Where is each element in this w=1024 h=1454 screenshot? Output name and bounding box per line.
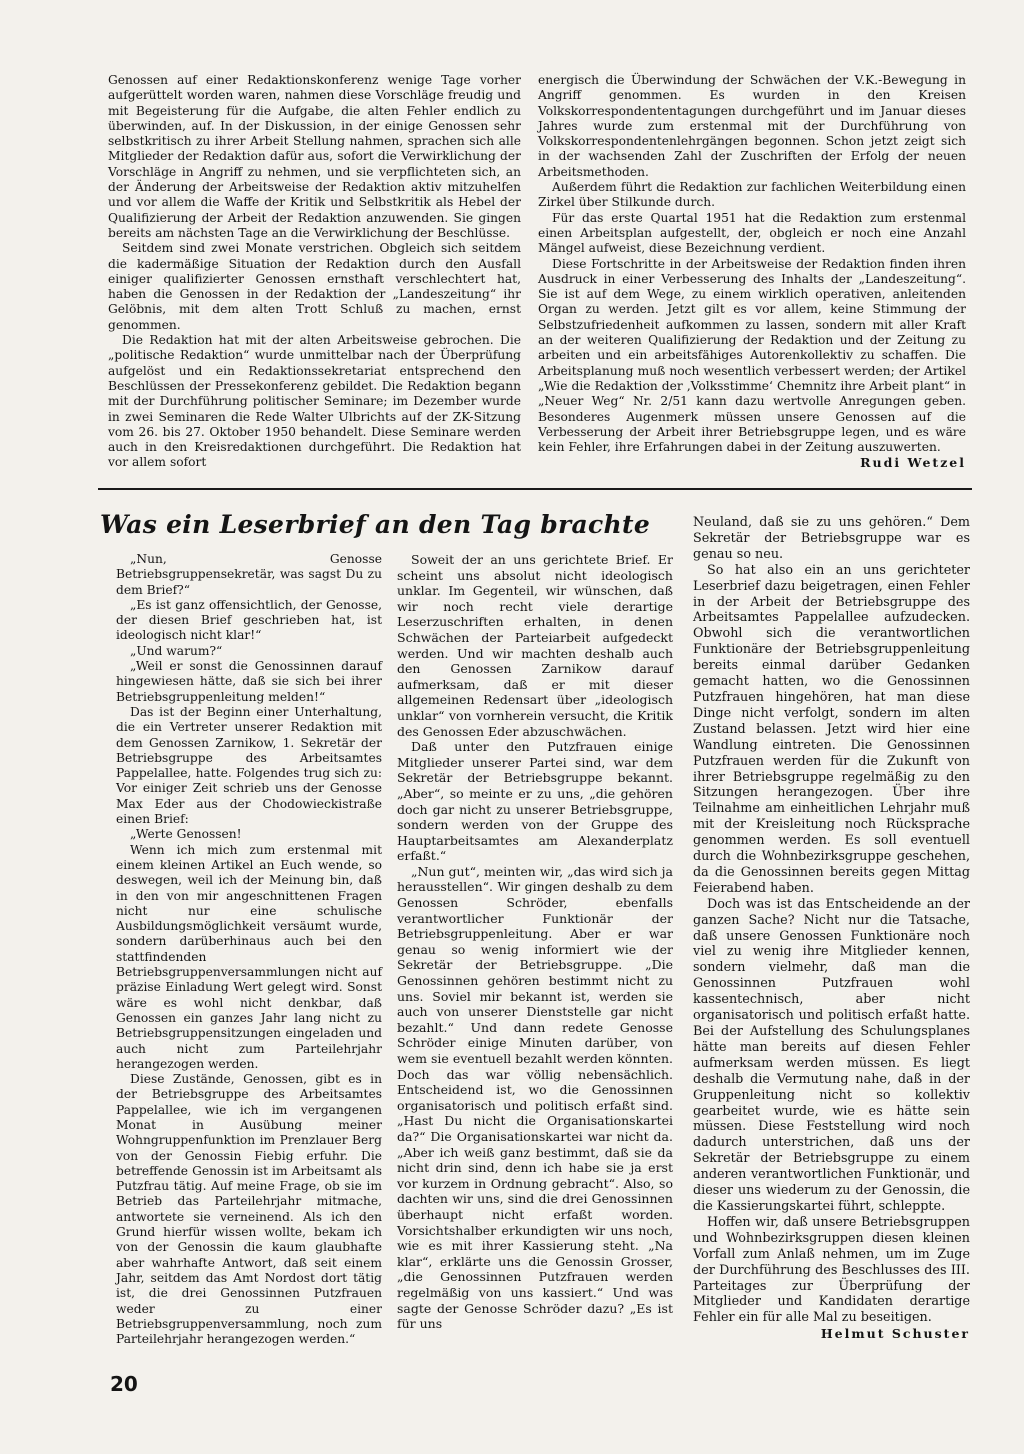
paragraph: „Weil er sonst die Genossinnen darauf hingewiesen hätte, daß sie sich bei ihrer Betriebsgruppenleitung melden!“ xyxy=(116,659,382,704)
paragraph: Hoffen wir, daß unsere Betriebsgruppen und Wohnbezirksgruppen diesen kleinen Vorfall zum Anlaß nehmen, um im Zuge der Durchführung des Beschlusses des III. Parteitages zur Überprüfung der Mitglieder und Kandidaten derartige Fehler ein für alle Mal zu beseitigen. xyxy=(693,1214,970,1326)
paragraph: Außerdem führt die Redaktion zur fachlichen Weiterbildung einen Zirkel über Stilkunde durch. xyxy=(538,180,966,210)
paragraph: Soweit der an uns gerichtete Brief. Er scheint uns absolut nicht ideologisch unklar. Im Gegenteil, wir wünschen, daß wir noch recht viele derartige Leserzuschriften erhalten, in denen Schwächen der Parteiarbeit aufgedeckt werden. Und wir machten deshalb auch den Genossen Zarnikow darauf aufmerksam, daß er mit dieser allgemeinen Redensart über „ideologisch unklar“ von vornherein versucht, die Kritik des Genossen Eder abzuschwächen. xyxy=(397,552,673,739)
section-divider xyxy=(98,488,972,490)
page-number: 20 xyxy=(110,1372,138,1396)
paragraph: „Es ist ganz offensichtlich, der Genosse, der diesen Brief geschrieben hat, ist ideologisch nicht klar!“ xyxy=(116,597,382,643)
paragraph: Doch was ist das Entscheidende an der ganzen Sache? Nicht nur die Tatsache, daß unsere Genossen Funktionäre noch viel zu wenig ihre Mitglieder kennen, sondern vielmehr, daß man die Genossinnen Putzfrauen wohl kassentechnisch, aber nicht organisatorisch und politisch erfaßt hatte. Bei der Aufstellung des Schulungsplanes hätte man bereits auf diesen Fehler aufmerksam werden müssen. Es liegt deshalb die Vermutung nahe, daß in der Gruppenleitung nicht so kollektiv gearbeitet wurde, wie es hätte sein müssen. Diese Feststellung wird noch dadurch unterstrichen, daß uns der Sekretär der Betriebsgruppe zu einem anderen verantwortlichen Funktionär, und dieser uns wiederum zu der Genossin, die die Kassierungskartei führt, schleppte. xyxy=(693,896,970,1214)
author-signature: Helmut Schuster xyxy=(820,1326,970,1342)
paragraph: „Nun, Genosse Betriebsgruppensekretär, was sagst Du zu dem Brief?“ xyxy=(116,552,382,597)
paragraph: Wenn ich mich zum erstenmal mit einem kleinen Artikel an Euch wende, so deswegen, weil ich der Meinung bin, daß in den von mir angeschnittenen Fragen nicht nur eine schulische Ausbildungsmöglichkeit versäumt wurde, sondern darüberhinaus auch bei den stattfindenden Betriebsgruppenversammlungen nicht auf präzise Einladung Wert gelegt wird. Sonst wäre es wohl nicht denkbar, daß Genossen ein ganzes Jahr lang nicht zu Betriebsgruppensitzungen eingeladen und auch nicht zum Parteilehrjahr herangezogen werden. xyxy=(116,842,382,1071)
paragraph: Diese Zustände, Genossen, gibt es in der Betriebsgruppe des Arbeitsamtes Pappelallee, wie ich im vergangenen Monat in Ausübung meiner Wohngruppenfunktion im Prenzlauer Berg von der Genossin Fiebig erfuhr. Die betreffende Genossin ist im Arbeitsamt als Putzfrau tätig. Auf meine Frage, ob sie im Betrieb das Parteilehrjahr mitmache, antwortete sie verneinend. Als ich den Grund hierfür wissen wollte, bekam ich von der Genossin die kaum glaubhafte aber wahrhafte Antwort, daß seit einem Jahr, seitdem das Amt Nordost dort tätig ist, die drei Genossinnen Putzfrauen weder zu einer Betriebsgruppenversammlung, noch zum Parteilehrjahr herangezogen werden.“ xyxy=(116,1072,382,1347)
paragraph: So hat also ein an uns gerichteter Leserbrief dazu beigetragen, einen Fehler in der Arbeit der Betriebsgruppe des Arbeitsamtes Pappelallee aufzudecken. Obwohl sich die verantwortlichen Funktionäre der Betriebsgruppenleitung bereits einmal darüber Gedanken gemacht hatten, wo die Genossinnen Putzfrauen hingehören, hat man diese Dinge nicht verfolgt, sondern im alten Zustand belassen. Jetzt wird hier eine Wandlung eintreten. Die Genossinnen Putzfrauen werden für die Zukunft von ihrer Betriebsgruppe regelmäßig zu den Sitzungen herangezogen. Über ihre Teilnahme am einheitlichen Lehrjahr muß mit der Kreisleitung noch Rücksprache genommen werden. Es soll eventuell durch die Wohnbezirksgruppe geschehen, da die Genossinnen bereits gegen Mittag Feierabend haben. xyxy=(693,562,970,896)
top-article-right-column xyxy=(538,73,966,471)
article-column-1 xyxy=(116,552,382,1347)
paragraph: Für das erste Quartal 1951 hat die Redaktion zum erstenmal einen Arbeitsplan aufgestellt, der, obgleich er noch eine Anzahl Mängel aufweist, diese Bezeichnung verdient. xyxy=(538,210,966,256)
paragraph: „Und warum?“ xyxy=(130,643,223,658)
paragraph: Genossen auf einer Redaktionskonferenz wenige Tage vorher aufgerüttelt worden waren, nahmen diese Vorschläge freudig und mit Begeisterung für die Aufgabe, die alten Fehler endlich zu überwinden, auf. In der Diskussion, in der einige Genossen sehr selbstkritisch zu ihrer Arbeit Stellung nahmen, sprachen sich alle Mitglieder der Redaktion dafür aus, sofort die Verwirklichung der Vorschläge in Angriff zu nehmen, und sie verpflichteten sich, an der Änderung der Arbeitsweise der Redaktion aktiv mitzuhelfen und vor allem die Waffe der Kritik und Selbstkritik als Hebel der Qualifizierung der Arbeit der Redaktion anzuwenden. Sie gingen bereits am nächsten Tage an die Verwirklichung der Beschlüsse. xyxy=(108,73,521,240)
author-signature: Rudi Wetzel xyxy=(860,455,966,471)
paragraph: energisch die Überwindung der Schwächen der V.K.-Bewegung in Angriff genommen. Es wurden in den Kreisen Volkskorrespondententagungen durchgeführt und im Januar dieses Jahres wurde zum erstenmal mit der Durchführung von Volkskorrespondentenlehrgängen begonnen. Schon jetzt zeigt sich in der wachsenden Zahl der Zuschriften der Erfolg der neuen Arbeitsmethoden. xyxy=(538,73,966,179)
paragraph: Die Redaktion hat mit der alten Arbeitsweise gebrochen. Die „politische Redaktion“ wurde unmittelbar nach der Überprüfung aufgelöst und ein Redaktionssekretariat entsprechend den Beschlüssen der Pressekonferenz gebildet. Die Redaktion begann mit der Durchführung politischer Seminare; im Dezember wurde in zwei Seminaren die Rede Walter Ulbrichts auf der ZK-Sitzung vom 26. bis 27. Oktober 1950 behandelt. Diese Seminare werden auch in den Kreisredaktionen durchgeführt. Die Redaktion hat vor allem sofort xyxy=(108,333,521,470)
paragraph: Daß unter den Putzfrauen einige Mitglieder unserer Partei sind, war dem Sekretär der Betriebsgruppe bekannt. „Aber“, so meinte er zu uns, „die gehören doch gar nicht zu unserer Betriebsgruppe, sondern werden von der Gruppe des Hauptarbeitsamtes am Alexanderplatz erfaßt.“ xyxy=(397,739,673,864)
article-headline: Was ein Leserbrief an den Tag brachte xyxy=(100,510,651,539)
article-column-3 xyxy=(693,515,970,1342)
paragraph: „Nun gut“, meinten wir, „das wird sich ja herausstellen“. Wir gingen deshalb zu dem Genossen Schröder, ebenfalls verantwortlicher Funktionär der Betriebsgruppenleitung. Aber er war genau so wenig informiert wie der Sekretär der Betriebsgruppe. „Die Genossinnen gehören bestimmt nicht zu uns. Soviel mir bekannt ist, werden sie auch von unserer Dienststelle gar nicht bezahlt.“ Und dann redete Genosse Schröder einige Minuten darüber, von wem sie eventuell bezahlt werden könnten. Doch das war völlig nebensächlich. Entscheidend ist, wo die Genossinnen organisatorisch und politisch erfaßt sind. „Hast Du nicht die Organisationskartei da?“ Die Organisationskartei war nicht da. „Aber ich weiß ganz bestimmt, daß sie da nicht drin sind, denn ich habe sie ja erst vor kurzem in Ordnung gebracht“. Also, so dachten wir uns, sind die drei Genossinnen überhaupt nicht erfaßt worden. Vorsichtshalber erkundigten wir uns noch, wie es mit ihrer Kassierung steht. „Na klar“, erklärte uns die Genossin Grosser, „die Genossinnen Putzfrauen werden regelmäßig von uns kassiert.“ Und was sagte der Genosse Schröder dazu? „Es ist für uns xyxy=(397,863,673,1332)
top-article-left-column xyxy=(108,73,521,471)
paragraph: Neuland, daß sie zu uns gehören.“ Dem Sekretär der Betriebsgruppe war es genau so neu. xyxy=(693,515,970,562)
paragraph: Seitdem sind zwei Monate verstrichen. Obgleich sich seitdem die kadermäßige Situation der Redaktion durch den Ausfall einiger qualifizierter Genossen ernsthaft verschlechtert hat, haben die Genossen in der Redaktion der „Landeszeitung“ ihr Gelöbnis, mit dem alten Trott Schluß zu machen, ernst genommen. xyxy=(108,241,521,332)
paragraph: Diese Fortschritte in der Arbeitsweise der Redaktion finden ihren Ausdruck in einer Verbesserung des Inhalts der „Landeszeitung“. Sie ist auf dem Wege, zu einem wirklich operativen, anleitenden Organ zu werden. Jetzt gilt es vor allem, keine Stimmung der Selbstzufriedenheit aufkommen zu lassen, sondern mit aller Kraft an der weiteren Qualifizierung der Redaktion und der Zeitung zu arbeiten und ein arbeitsfähiges Autorenkollektiv zu schaffen. Die Arbeitsplanung muß noch wesentlich verbessert werden; der Artikel „Wie die Redaktion der ‚Volksstimme‘ Chemnitz ihre Arbeit plant“ in „Neuer Weg“ Nr. 2/51 kann dazu wertvolle Anregungen geben. Besonderes Augenmerk müssen unsere Genossen auf die Verbesserung der Arbeit ihrer Betriebsgruppe legen, und es wäre kein Fehler, ihre Erfahrungen dabei in der Zeitung auszuwerten. xyxy=(538,256,966,455)
paragraph: „Werte Genossen! xyxy=(130,827,242,842)
paragraph: Das ist der Beginn einer Unterhaltung, die ein Vertreter unserer Redaktion mit dem Genossen Zarnikow, 1. Sekretär der Betriebsgruppe des Arbeitsamtes Pappelallee, hatte. Folgendes trug sich zu: Vor einiger Zeit schrieb uns der Genosse Max Eder aus der Chodowieckistraße einen Brief: xyxy=(116,704,382,827)
article-column-2 xyxy=(397,552,673,1332)
